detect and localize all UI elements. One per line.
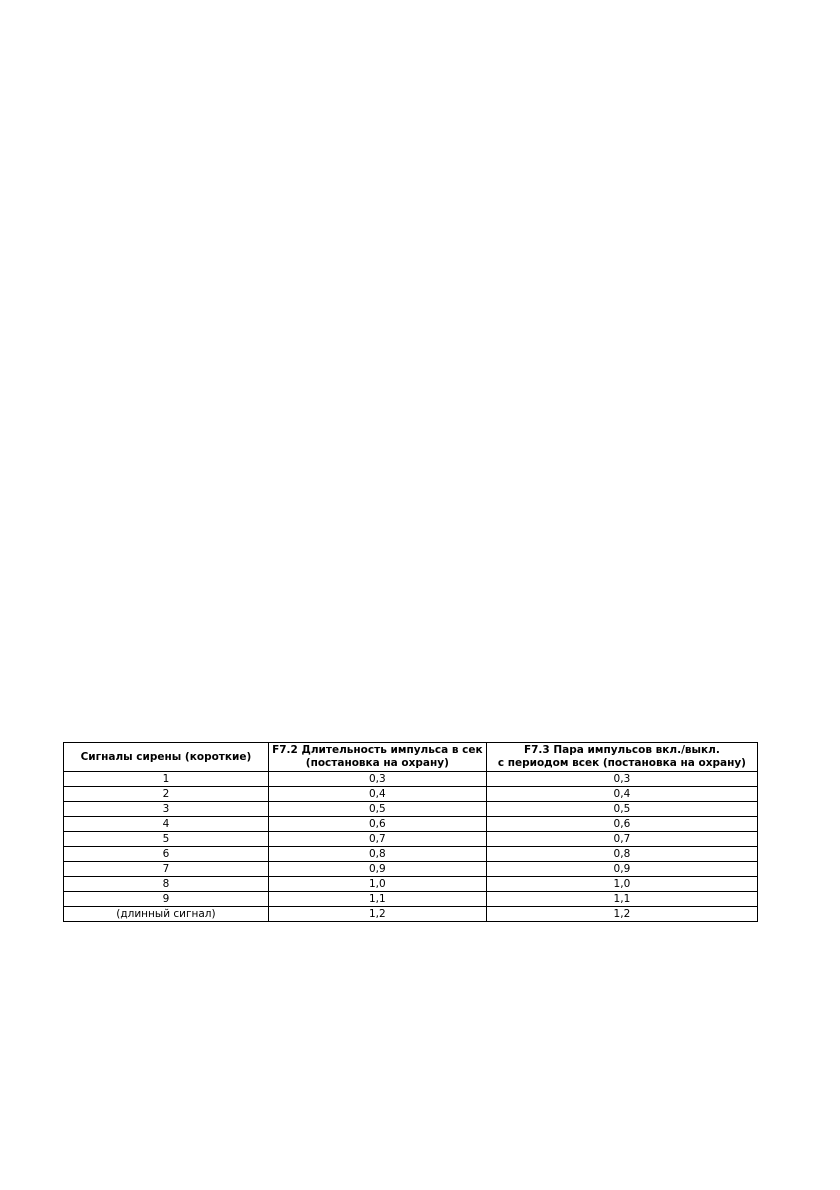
header-siren-signals xyxy=(64,743,269,772)
cell-f73-value: 0,8 xyxy=(486,847,757,862)
header-line: F7.2 Длительность импульса в сек xyxy=(272,744,483,756)
cell-signal-count: 4 xyxy=(64,817,269,832)
cell-f73-value: 0,3 xyxy=(486,772,757,787)
cell-f73-value: 0,6 xyxy=(486,817,757,832)
cell-f73-value: 0,7 xyxy=(486,832,757,847)
cell-f72-value: 0,7 xyxy=(268,832,486,847)
cell-f73-value: 0,9 xyxy=(486,862,757,877)
cell-signal-count: 1 xyxy=(64,772,269,787)
table-row xyxy=(64,847,758,862)
cell-signal-count: 5 xyxy=(64,832,269,847)
siren-signals-table xyxy=(63,742,758,922)
table-row xyxy=(64,772,758,787)
cell-signal-count: 6 xyxy=(64,847,269,862)
header-line: (постановка на охрану) xyxy=(305,757,449,769)
cell-signal-count: 7 xyxy=(64,862,269,877)
cell-signal-count: 2 xyxy=(64,787,269,802)
cell-signal-count: 9 xyxy=(64,892,269,907)
cell-f73-value: 0,4 xyxy=(486,787,757,802)
cell-signal-count: 8 xyxy=(64,877,269,892)
table-header xyxy=(64,743,758,772)
header-f73-pulse-pair xyxy=(486,743,757,772)
cell-f72-value: 0,9 xyxy=(268,862,486,877)
table-row xyxy=(64,832,758,847)
cell-f72-value: 1,0 xyxy=(268,877,486,892)
header-line: с периодом всек (постановка на охрану) xyxy=(497,757,746,769)
table-body xyxy=(64,772,758,922)
cell-f73-value: 1,1 xyxy=(486,892,757,907)
cell-f73-value: 1,2 xyxy=(486,907,757,922)
cell-signal-count: 3 xyxy=(64,802,269,817)
cell-f73-value: 0,5 xyxy=(486,802,757,817)
cell-f72-value: 0,5 xyxy=(268,802,486,817)
table-row xyxy=(64,862,758,877)
cell-f72-value: 0,8 xyxy=(268,847,486,862)
cell-f72-value: 0,3 xyxy=(268,772,486,787)
table-row xyxy=(64,907,758,922)
cell-f72-value: 0,6 xyxy=(268,817,486,832)
header-line: F7.3 Пара импульсов вкл./выкл. xyxy=(523,744,720,756)
cell-f72-value: 1,2 xyxy=(268,907,486,922)
cell-f72-value: 1,1 xyxy=(268,892,486,907)
table-row xyxy=(64,817,758,832)
header-f72-pulse-duration xyxy=(268,743,486,772)
table-row xyxy=(64,802,758,817)
table-row xyxy=(64,877,758,892)
cell-signal-count: (длинный сигнал) xyxy=(64,907,269,922)
table-row xyxy=(64,787,758,802)
header-line: Сигналы сирены (короткие) xyxy=(80,750,252,763)
header-row xyxy=(64,743,758,772)
table-row xyxy=(64,892,758,907)
cell-f72-value: 0,4 xyxy=(268,787,486,802)
cell-f73-value: 1,0 xyxy=(486,877,757,892)
